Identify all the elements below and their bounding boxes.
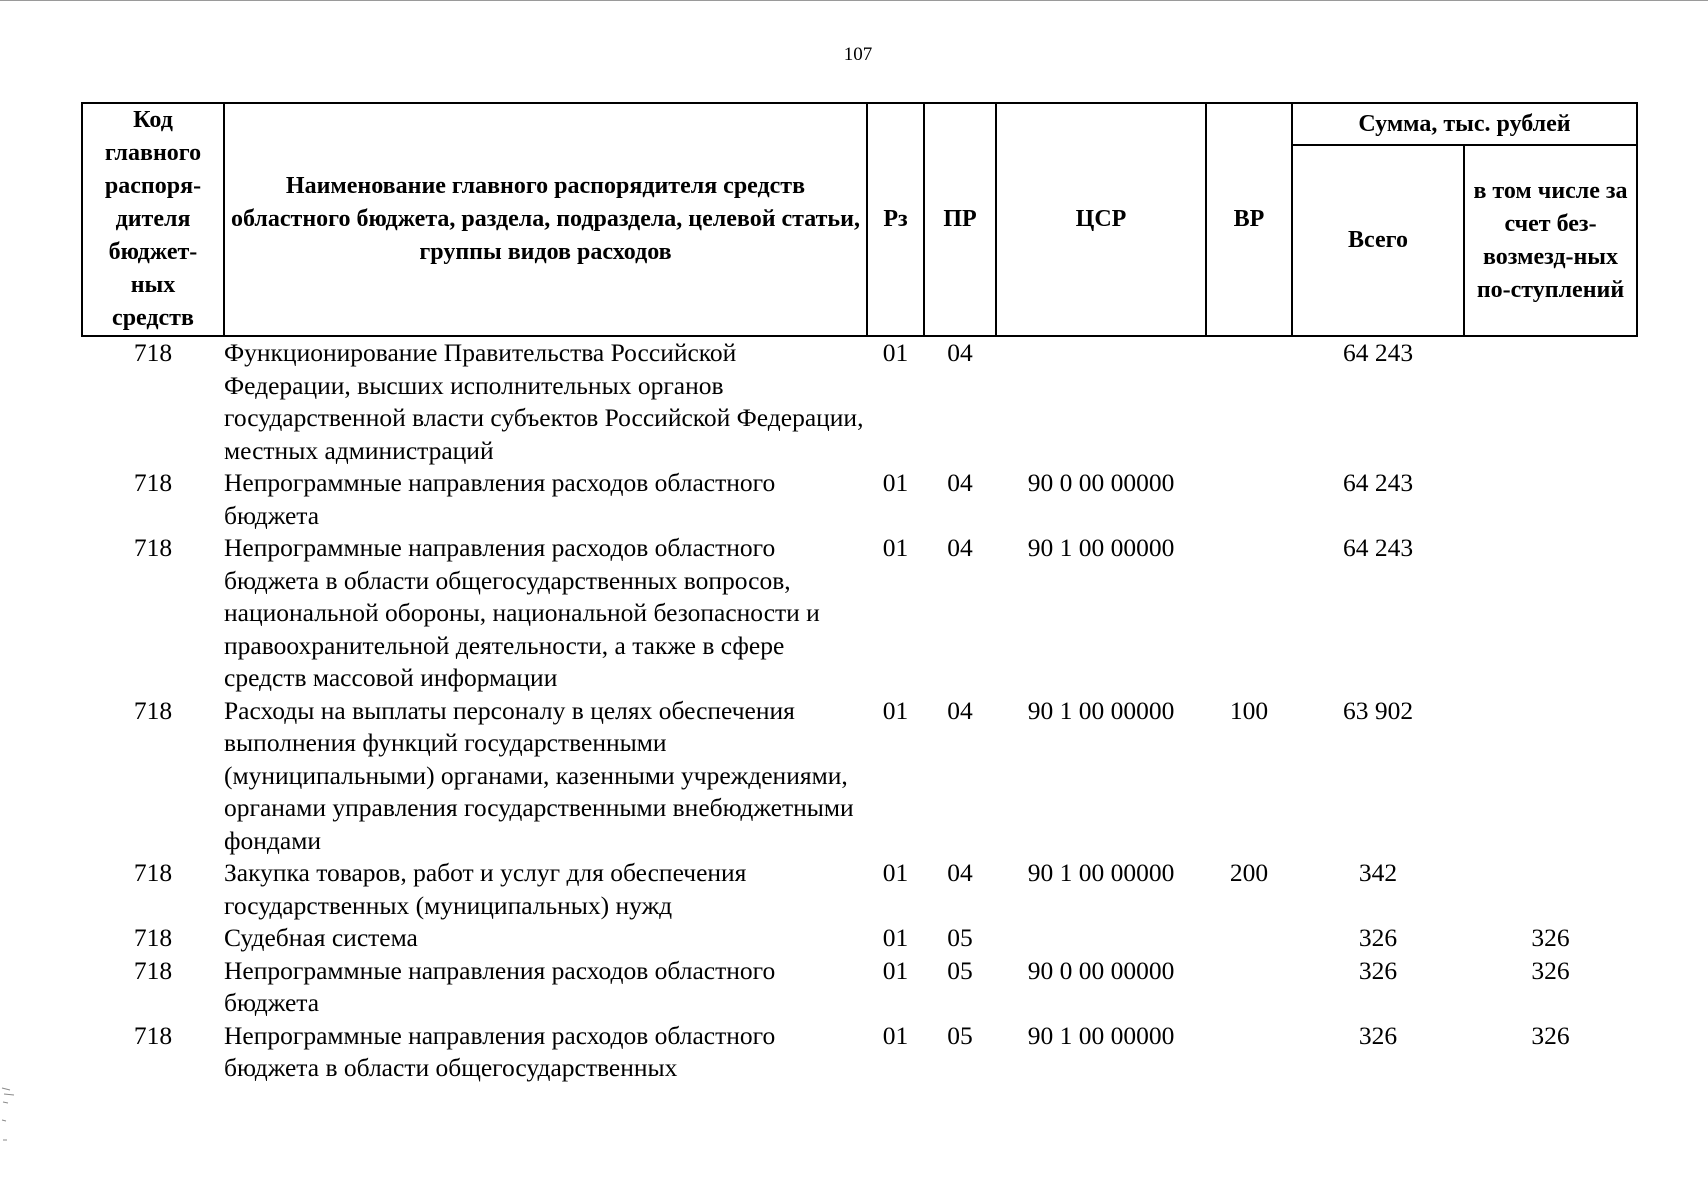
table-body <box>82 336 1637 1085</box>
csr-cell <box>996 336 1206 467</box>
pr-cell: 05 <box>947 923 973 952</box>
table-row <box>82 532 1637 695</box>
total-cell: 64 243 <box>1342 533 1414 562</box>
rz-cell: 01 <box>882 955 909 985</box>
total-cell: 326 <box>1358 923 1398 952</box>
total-cell: 64 243 <box>1342 338 1414 367</box>
code-cell: 718 <box>133 1020 173 1050</box>
header-pr: ПР <box>924 103 996 336</box>
budget-table-sheet <box>81 102 1636 1085</box>
vr-cell: 200 <box>1229 858 1269 887</box>
vr-cell <box>1206 1020 1292 1085</box>
scan-top-edge <box>0 0 1708 4</box>
free-receipts-cell <box>1464 336 1637 467</box>
csr-cell: 90 1 00 00000 <box>1027 695 1175 725</box>
vr-cell <box>1206 336 1292 467</box>
rz-cell: 01 <box>882 858 909 887</box>
total-cell: 342 <box>1358 858 1398 887</box>
name-cell: Непрограммные направления расходов областного бюджета в области общегосударственных <box>224 1020 776 1082</box>
csr-cell: 90 1 00 00000 <box>1027 1020 1175 1050</box>
code-cell: 718 <box>133 858 173 887</box>
pr-cell: 04 <box>947 533 973 562</box>
code-cell: 718 <box>133 955 173 985</box>
header-sum: Сумма, тыс. рублей <box>1292 103 1637 145</box>
free-receipts-cell <box>1464 467 1637 532</box>
rz-cell: 01 <box>882 533 909 562</box>
total-cell: 326 <box>1358 955 1398 985</box>
free-receipts-cell: 326 <box>1531 923 1570 952</box>
vr-cell <box>1206 532 1292 695</box>
free-receipts-cell <box>1464 695 1637 858</box>
header-rz: Рз <box>867 103 924 336</box>
free-receipts-cell: 326 <box>1531 955 1570 985</box>
table-header <box>82 103 1637 336</box>
table-row <box>82 467 1637 532</box>
scan-edge-marks <box>0 1080 24 1160</box>
code-cell: 718 <box>133 695 173 725</box>
table-row <box>82 922 1637 955</box>
vr-cell <box>1206 955 1292 1020</box>
csr-cell <box>996 922 1206 955</box>
name-cell: Непрограммные направления расходов областного бюджета в области общегосударственных вопросов, национальной обороны, национальной безопасности и правоохранительной деятельности, а также в сфере средств массовой информации <box>224 533 820 692</box>
table-row <box>82 857 1637 922</box>
rz-cell: 01 <box>882 695 909 725</box>
pr-cell: 05 <box>947 1020 973 1050</box>
header-code: Код главного распоря-дителя бюджет-ных средств <box>82 103 224 336</box>
name-cell: Судебная система <box>224 923 418 952</box>
header-csr: ЦСР <box>996 103 1206 336</box>
code-cell: 718 <box>133 468 173 497</box>
vr-cell <box>1206 467 1292 532</box>
rz-cell: 01 <box>882 338 909 367</box>
header-vr: ВР <box>1206 103 1292 336</box>
name-cell: Непрограммные направления расходов областного бюджета <box>224 468 776 530</box>
csr-cell: 90 1 00 00000 <box>1027 858 1175 887</box>
table-row <box>82 336 1637 467</box>
total-cell: 326 <box>1358 1020 1398 1050</box>
code-cell: 718 <box>133 923 173 952</box>
name-cell: Закупка товаров, работ и услуг для обеспечения государственных (муниципальных) нужд <box>224 858 747 920</box>
code-cell: 718 <box>133 338 173 367</box>
table-row <box>82 955 1637 1020</box>
name-cell: Непрограммные направления расходов областного бюджета <box>224 955 776 1017</box>
free-receipts-cell <box>1464 857 1637 922</box>
name-cell: Расходы на выплаты персоналу в целях обеспечения выполнения функций государственными (муниципальными) органами, казенными учреждениями, органами управления государственными внебюджетными фондами <box>224 695 854 855</box>
code-cell: 718 <box>133 533 173 562</box>
rz-cell: 01 <box>882 1020 909 1050</box>
free-receipts-cell: 326 <box>1531 1020 1570 1050</box>
total-cell: 63 902 <box>1342 695 1414 725</box>
table-row <box>82 695 1637 858</box>
header-total: Всего <box>1292 145 1464 336</box>
csr-cell: 90 0 00 00000 <box>1027 955 1175 985</box>
page-number: 107 <box>843 44 873 65</box>
vr-cell <box>1206 922 1292 955</box>
name-cell: Функционирование Правительства Российской Федерации, высших исполнительных органов государственной власти субъектов Российской Федерации, местных администраций <box>224 338 864 465</box>
rz-cell: 01 <box>882 923 909 952</box>
vr-cell: 100 <box>1229 695 1269 725</box>
pr-cell: 04 <box>947 695 973 725</box>
csr-cell: 90 1 00 00000 <box>1027 533 1175 562</box>
csr-cell: 90 0 00 00000 <box>1027 468 1175 497</box>
pr-cell: 04 <box>947 338 973 367</box>
header-free-receipts: в том числе за счет без-возмезд-ных по-ступлений <box>1464 145 1637 336</box>
free-receipts-cell <box>1464 532 1637 695</box>
pr-cell: 04 <box>947 858 973 887</box>
pr-cell: 04 <box>947 468 973 497</box>
total-cell: 64 243 <box>1342 468 1414 497</box>
table-row <box>82 1020 1637 1085</box>
budget-table <box>81 102 1638 1085</box>
rz-cell: 01 <box>882 468 909 497</box>
header-name: Наименование главного распорядителя средств областного бюджета, раздела, подраздела, целевой статьи, группы видов расходов <box>224 103 867 336</box>
pr-cell: 05 <box>947 955 973 985</box>
